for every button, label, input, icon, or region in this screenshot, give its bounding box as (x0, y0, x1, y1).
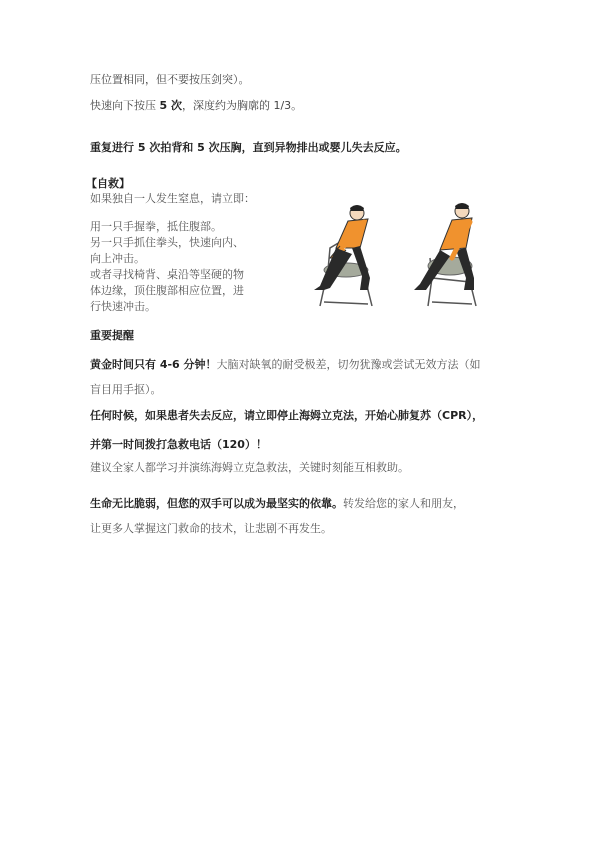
paragraph-line (90, 98, 302, 113)
golden-time-line (90, 357, 481, 372)
closing-text: 转发给您的家人和朋友， (343, 497, 464, 510)
golden-time-text: 大脑对缺氧的耐受极差，切勿犹豫或尝试无效方法（如 (216, 358, 481, 371)
self-rescue-step: 或者寻找椅背、桌沿等坚硬的物 (90, 268, 244, 281)
self-rescue-step: 体边缘，顶住腹部相应位置，进 (90, 284, 244, 297)
closing-line2: 让更多人掌握这门救命的技术，让悲剧不再发生。 (90, 522, 332, 535)
cpr-line1: 任何时候，如果患者失去反应，请立即停止海姆立克法，开始心肺复苏（CPR）， (90, 409, 484, 422)
self-rescue-step: 向上冲击。 (90, 252, 145, 265)
repeat-heading: 重复进行 5 次拍背和 5 次压胸，直到异物排出或婴儿失去反应。 (90, 141, 407, 154)
self-rescue-step: 另一只手抓住拳头，快速向内、 (90, 236, 244, 249)
paragraph-line: 压位置相同，但不要按压剑突）。 (90, 73, 250, 86)
self-rescue-intro: 如果独自一人发生窒息，请立即： (90, 192, 255, 205)
line-text: ，深度约为胸廓的 1/3。 (181, 99, 303, 112)
golden-time-line2: 盲目用手抠）。 (90, 383, 162, 396)
golden-time-bold: 黄金时间只有 4-6 分钟！ (90, 358, 217, 371)
line-bold-text: 5 次 (159, 99, 182, 112)
person-figure (414, 203, 474, 290)
self-rescue-step: 行快速冲击。 (90, 300, 156, 313)
learn-text: 建议全家人都学习并演练海姆立克急救法，关键时刻能互相救助。 (90, 461, 409, 474)
reminder-heading: 重要提醒 (90, 329, 134, 342)
closing-line (90, 496, 464, 511)
self-rescue-step: 用一只手握拳，抵住腹部。 (90, 220, 222, 233)
chair-self-heimlich-illustration (280, 198, 490, 310)
line-text: 快速向下按压 (90, 99, 160, 112)
self-rescue-title: 【自救】 (86, 177, 130, 190)
cpr-line2: 并第一时间拨打急救电话（120）！ (90, 438, 267, 451)
closing-bold: 生命无比脆弱，但您的双手可以成为最坚实的依靠。 (90, 497, 343, 510)
